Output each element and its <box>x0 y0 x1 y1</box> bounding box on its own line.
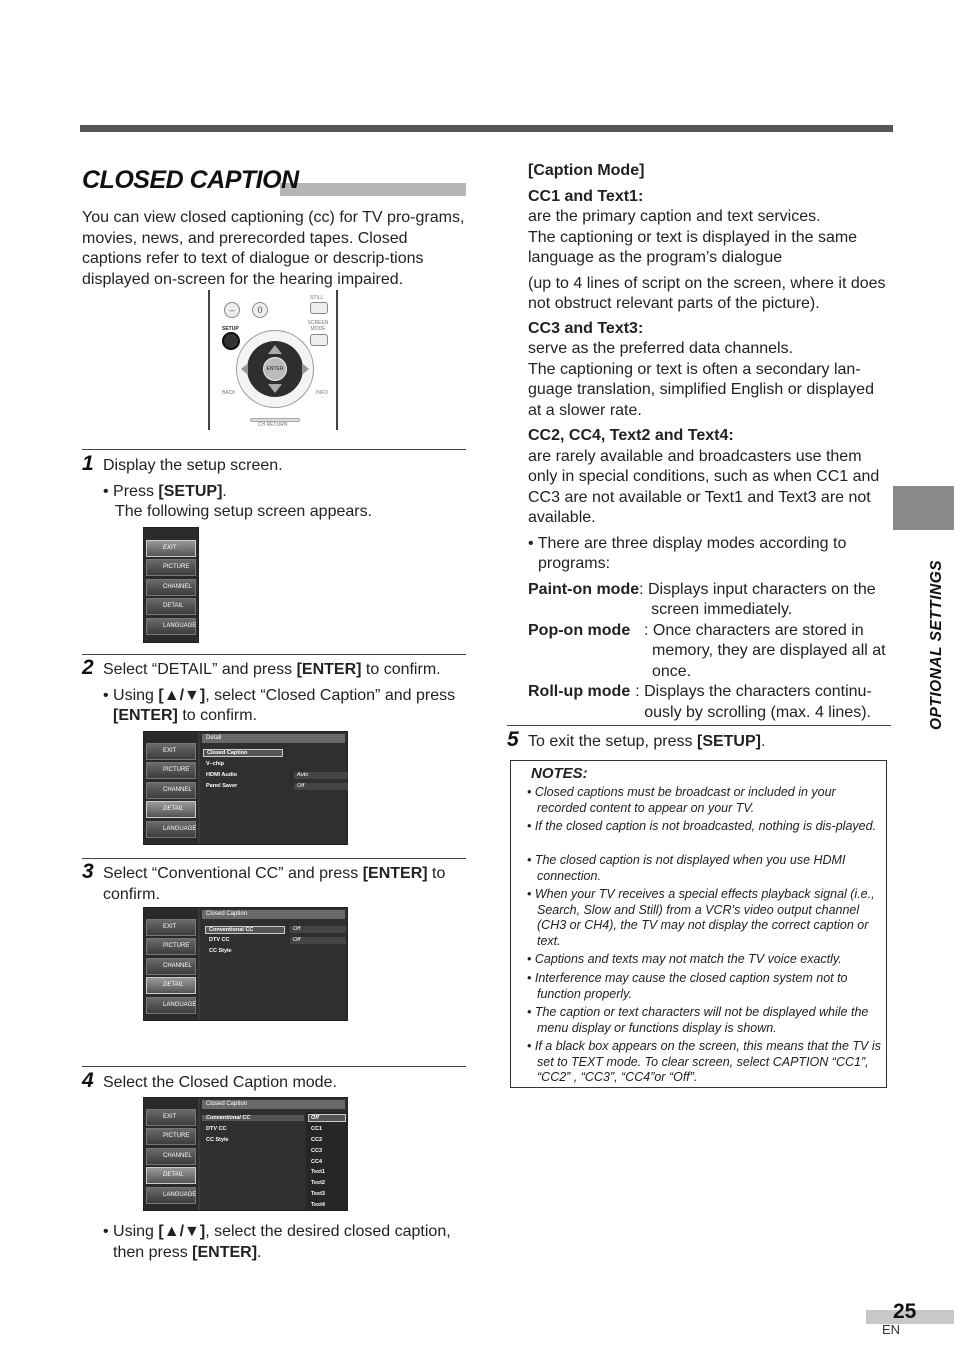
screen-mode-button <box>310 334 328 346</box>
step1-number: 1 <box>82 452 94 475</box>
step1-bullet <box>103 482 467 503</box>
menu4-option-text1: Text1 <box>311 1169 325 1175</box>
menu4-options-list <box>306 1112 348 1210</box>
menu4-header: Closed Caption <box>202 1100 345 1109</box>
menu2-item-language: LANGUAGE <box>146 821 196 838</box>
section-label <box>904 540 945 730</box>
menu3-item-channel: CHANNEL <box>146 958 196 975</box>
cc1-heading: CC1 and Text1: <box>528 187 644 205</box>
remote-illustration <box>208 290 338 430</box>
step1-text <box>103 456 467 523</box>
note-3: • The closed caption is not displayed when you use HDMI connection. <box>527 853 846 883</box>
step4-rule <box>82 1066 466 1067</box>
menu4-row-dtv-cc: DTV CC <box>206 1126 227 1132</box>
menu4-option-text3: Text3 <box>311 1191 325 1197</box>
step5-number: 5 <box>507 728 519 751</box>
menu4-item-picture: PICTURE <box>146 1128 196 1145</box>
step1-rule <box>82 449 466 450</box>
notes-box <box>510 760 887 1088</box>
intro-paragraph: You can view closed captioning (cc) for TV pro-grams, movies, news, and prerecorded tapes. Closed captions refer to text of dialogue or descrip-tions displayed on-screen for the hearing impaired. <box>82 209 465 288</box>
step3-number: 3 <box>82 860 94 883</box>
menu4-panel <box>200 1098 347 1210</box>
screen-mode-label: SCREEN MODE <box>307 320 329 332</box>
step2-arrow-keys: [▲/▼] <box>158 686 206 704</box>
step2-bullet <box>103 686 467 727</box>
caption-mode-section <box>528 161 890 723</box>
section-tab <box>893 486 954 530</box>
step4-enter-key: [ENTER] <box>192 1243 258 1261</box>
cc3-desc-1: serve as the preferred data channels. <box>528 340 794 357</box>
zero-button: 0 <box>252 302 268 318</box>
info-label: INFO <box>316 390 328 396</box>
step1-instruction: Display the setup screen. <box>103 457 283 474</box>
cc1-desc-1: are the primary caption and text services. <box>528 208 821 225</box>
menu4-option-cc3: CC3 <box>311 1148 323 1154</box>
step5-pre: To exit the setup, press <box>528 733 697 750</box>
menu3-item-detail: DETAIL <box>146 977 196 994</box>
step4-instruction: Select the Closed Caption mode. <box>103 1074 337 1091</box>
menu3-row-dtv-cc: DTV CC <box>209 937 230 943</box>
section-label-text: OPTIONAL SETTINGS <box>928 559 945 730</box>
note-7: • The caption or text characters will not be displayed while the menu display or functions display is shown. <box>527 1005 869 1035</box>
step1-note: The following setup screen appears. <box>115 503 373 520</box>
paint-on-mode <box>528 580 890 621</box>
roll-up-mode <box>528 682 890 723</box>
down-arrow-icon <box>268 384 282 393</box>
step2-text <box>103 660 467 727</box>
menu2-row-vchip: V–chip <box>206 761 225 767</box>
menu1-sidebar <box>144 528 198 642</box>
menu2-item-picture: PICTURE <box>146 762 196 779</box>
menu4-sidebar <box>144 1098 198 1210</box>
step2-pre: Select “DETAIL” and press <box>103 661 297 678</box>
step5-setup-key: [SETUP] <box>696 733 761 750</box>
closed-caption-mode-menu <box>143 1097 348 1211</box>
menu2-item-channel: CHANNEL <box>146 782 196 799</box>
cc2-heading: CC2, CC4, Text2 and Text4: <box>528 427 734 444</box>
pop-on-term: Pop-on mode <box>528 621 631 639</box>
menu2-panel <box>200 732 347 844</box>
step4-arrow-keys: [▲/▼] <box>158 1223 206 1240</box>
menu2-hdmi-audio-value: Auto <box>294 772 348 779</box>
step4-bullet-post: . <box>257 1243 262 1261</box>
cc2-desc: are rarely available and broadcasters use them only in special conditions, such as when CC1 and CC3 are not available or Text1 and Text3 are not available. <box>528 447 880 526</box>
menu4-option-text2: Text2 <box>311 1180 325 1186</box>
setup-label: SETUP <box>222 326 239 332</box>
page-title: CLOSED CAPTION <box>82 166 299 194</box>
menu3-row-conventional-cc: Conventional CC <box>205 926 285 934</box>
page-language: EN <box>882 1322 901 1337</box>
detail-menu <box>143 731 348 845</box>
menu2-row-panel-saver: Panel Saver <box>206 783 238 789</box>
menu4-option-off: Off <box>308 1114 346 1122</box>
menu1-item-picture: PICTURE <box>146 559 196 576</box>
setup-button <box>222 332 240 350</box>
note-4: • When your TV receives a special effects playback signal (i.e., Search, Slow and Still) from a VCR’s video output channel (CH3 or CH4), the TV may not display the correct caption or text. <box>527 887 875 948</box>
menu4-option-cc2: CC2 <box>311 1137 323 1143</box>
menu3-header: Closed Caption <box>202 910 345 919</box>
up-arrow-icon <box>268 345 282 354</box>
step5-post: . <box>760 733 766 750</box>
menu4-row-conventional-cc: Conventional CC <box>202 1115 304 1121</box>
notes-title: NOTES: <box>531 765 588 782</box>
roll-up-desc: : Displays the characters continu-ously by scrolling (max. 4 lines). <box>635 683 872 721</box>
menu4-item-channel: CHANNEL <box>146 1148 196 1165</box>
menu3-conventional-cc-value: Off <box>290 926 346 933</box>
pop-on-desc: : Once characters are stored in memory, they are displayed all at once. <box>644 621 886 680</box>
menu4-item-exit: EXIT <box>146 1109 196 1126</box>
step3-post: to confirm. <box>103 865 446 903</box>
setup-menu-1 <box>143 527 199 643</box>
paint-on-desc: : Displays input characters on the screen immediately. <box>639 580 876 618</box>
menu2-header: Detail <box>202 734 345 743</box>
still-button <box>310 302 328 314</box>
menu2-panel-saver-value: Off <box>294 783 348 790</box>
step4-bullet-pre: • Using <box>103 1223 159 1240</box>
step2-bullet-mid: , select “Closed Caption” and press <box>205 686 456 704</box>
dpad <box>247 341 303 397</box>
menu3-item-language: LANGUAGE <box>146 997 196 1014</box>
page-number: 25 <box>893 1300 917 1323</box>
still-label: STILL <box>310 295 324 301</box>
pop-on-mode <box>528 621 890 683</box>
ch-return-label: CH RETURN <box>258 422 288 428</box>
menu3-sidebar <box>144 908 198 1020</box>
menu3-panel <box>200 908 347 1020</box>
caption-mode-heading: [Caption Mode] <box>528 162 645 179</box>
step2-bullet-enter-key: [ENTER] <box>113 707 178 724</box>
top-rule <box>80 125 893 132</box>
menu4-option-text4: Text4 <box>311 1202 325 1208</box>
cc1-desc-3: (up to 4 lines of script on the screen, where it does not obstruct relevant parts of the picture). <box>528 274 886 312</box>
menu2-sidebar <box>144 732 198 844</box>
left-arrow-icon <box>241 363 248 375</box>
step5-text <box>528 732 888 753</box>
step4-bullet-mid: , select the desired closed caption, then press <box>113 1223 451 1261</box>
minus-button: – <box>224 302 240 318</box>
cc3-heading: CC3 and Text3: <box>528 319 644 337</box>
menu2-item-detail: DETAIL <box>146 801 196 818</box>
step2-bullet-post: to confirm. <box>177 707 258 724</box>
note-8: • If a black box appears on the screen, this means that the TV is set to TEXT mode. To clear screen, select CAPTION “CC1”, “CC2” , “CC3”, “CC4”or “Off”. <box>527 1039 881 1085</box>
note-1: • Closed captions must be broadcast or included in your recorded content to appear on your TV. <box>527 785 836 815</box>
step5-rule <box>507 725 891 726</box>
step1-bullet-post: . <box>222 482 227 500</box>
step2-rule <box>82 654 466 655</box>
menu1-item-detail: DETAIL <box>146 598 196 615</box>
roll-up-term: Roll-up mode <box>528 683 631 700</box>
menu4-option-cc1: CC1 <box>311 1126 323 1132</box>
step4-bullet <box>103 1222 467 1263</box>
menu4-row-cc-style: CC Style <box>206 1137 229 1143</box>
note-5: • Captions and texts may not match the TV voice exactly. <box>527 952 842 966</box>
cc1-desc-2: The captioning or text is displayed in the same language as the program’s dialogue <box>528 228 858 266</box>
step2-post: to confirm. <box>361 661 441 678</box>
step3-pre: Select “Conventional CC” and press <box>103 865 363 882</box>
menu3-row-cc-style: CC Style <box>209 948 232 954</box>
step3-enter-key: [ENTER] <box>362 865 428 882</box>
note-2: • If the closed caption is not broadcasted, nothing is dis-played. <box>527 819 877 833</box>
menu3-item-picture: PICTURE <box>146 938 196 955</box>
cc3-desc-2: The captioning or text is often a secondary lan-guage translation, simplified English or displayed at a slower rate. <box>528 360 874 419</box>
menu4-item-language: LANGUAGE <box>146 1187 196 1204</box>
step2-instruction <box>103 660 467 681</box>
menu1-item-language: LANGUAGE <box>146 618 196 635</box>
step1-setup-key: [SETUP] <box>158 482 223 500</box>
step3-text <box>103 864 467 905</box>
menu2-item-exit: EXIT <box>146 743 196 760</box>
display-modes-bullet: • There are three display modes according to programs: <box>528 534 847 572</box>
step3-rule <box>82 858 466 859</box>
menu2-row-hdmi-audio: HDMI Audio <box>206 772 237 778</box>
enter-button: ENTER <box>263 357 287 381</box>
menu4-item-detail: DETAIL <box>146 1167 196 1184</box>
menu2-row-closed-caption: Closed Caption <box>203 749 283 757</box>
right-arrow-icon <box>302 363 309 375</box>
closed-caption-menu <box>143 907 348 1021</box>
step4-number: 4 <box>82 1069 94 1092</box>
paint-on-term: Paint-on mode <box>528 580 640 598</box>
note-6: • Interference may cause the closed caption system not to function properly. <box>527 971 848 1001</box>
menu1-item-exit: EXIT <box>146 540 196 557</box>
menu4-option-cc4: CC4 <box>311 1159 323 1165</box>
step2-number: 2 <box>82 656 94 679</box>
menu3-item-exit: EXIT <box>146 919 196 936</box>
step1-bullet-pre: • Press <box>103 482 159 500</box>
back-label: BACK <box>222 390 236 396</box>
title-underline <box>280 183 466 196</box>
menu3-dtv-cc-value: Off <box>290 937 346 944</box>
step2-enter-key: [ENTER] <box>296 661 362 678</box>
menu1-item-channel: CHANNEL <box>146 579 196 596</box>
step2-bullet-pre: • Using <box>103 686 159 704</box>
